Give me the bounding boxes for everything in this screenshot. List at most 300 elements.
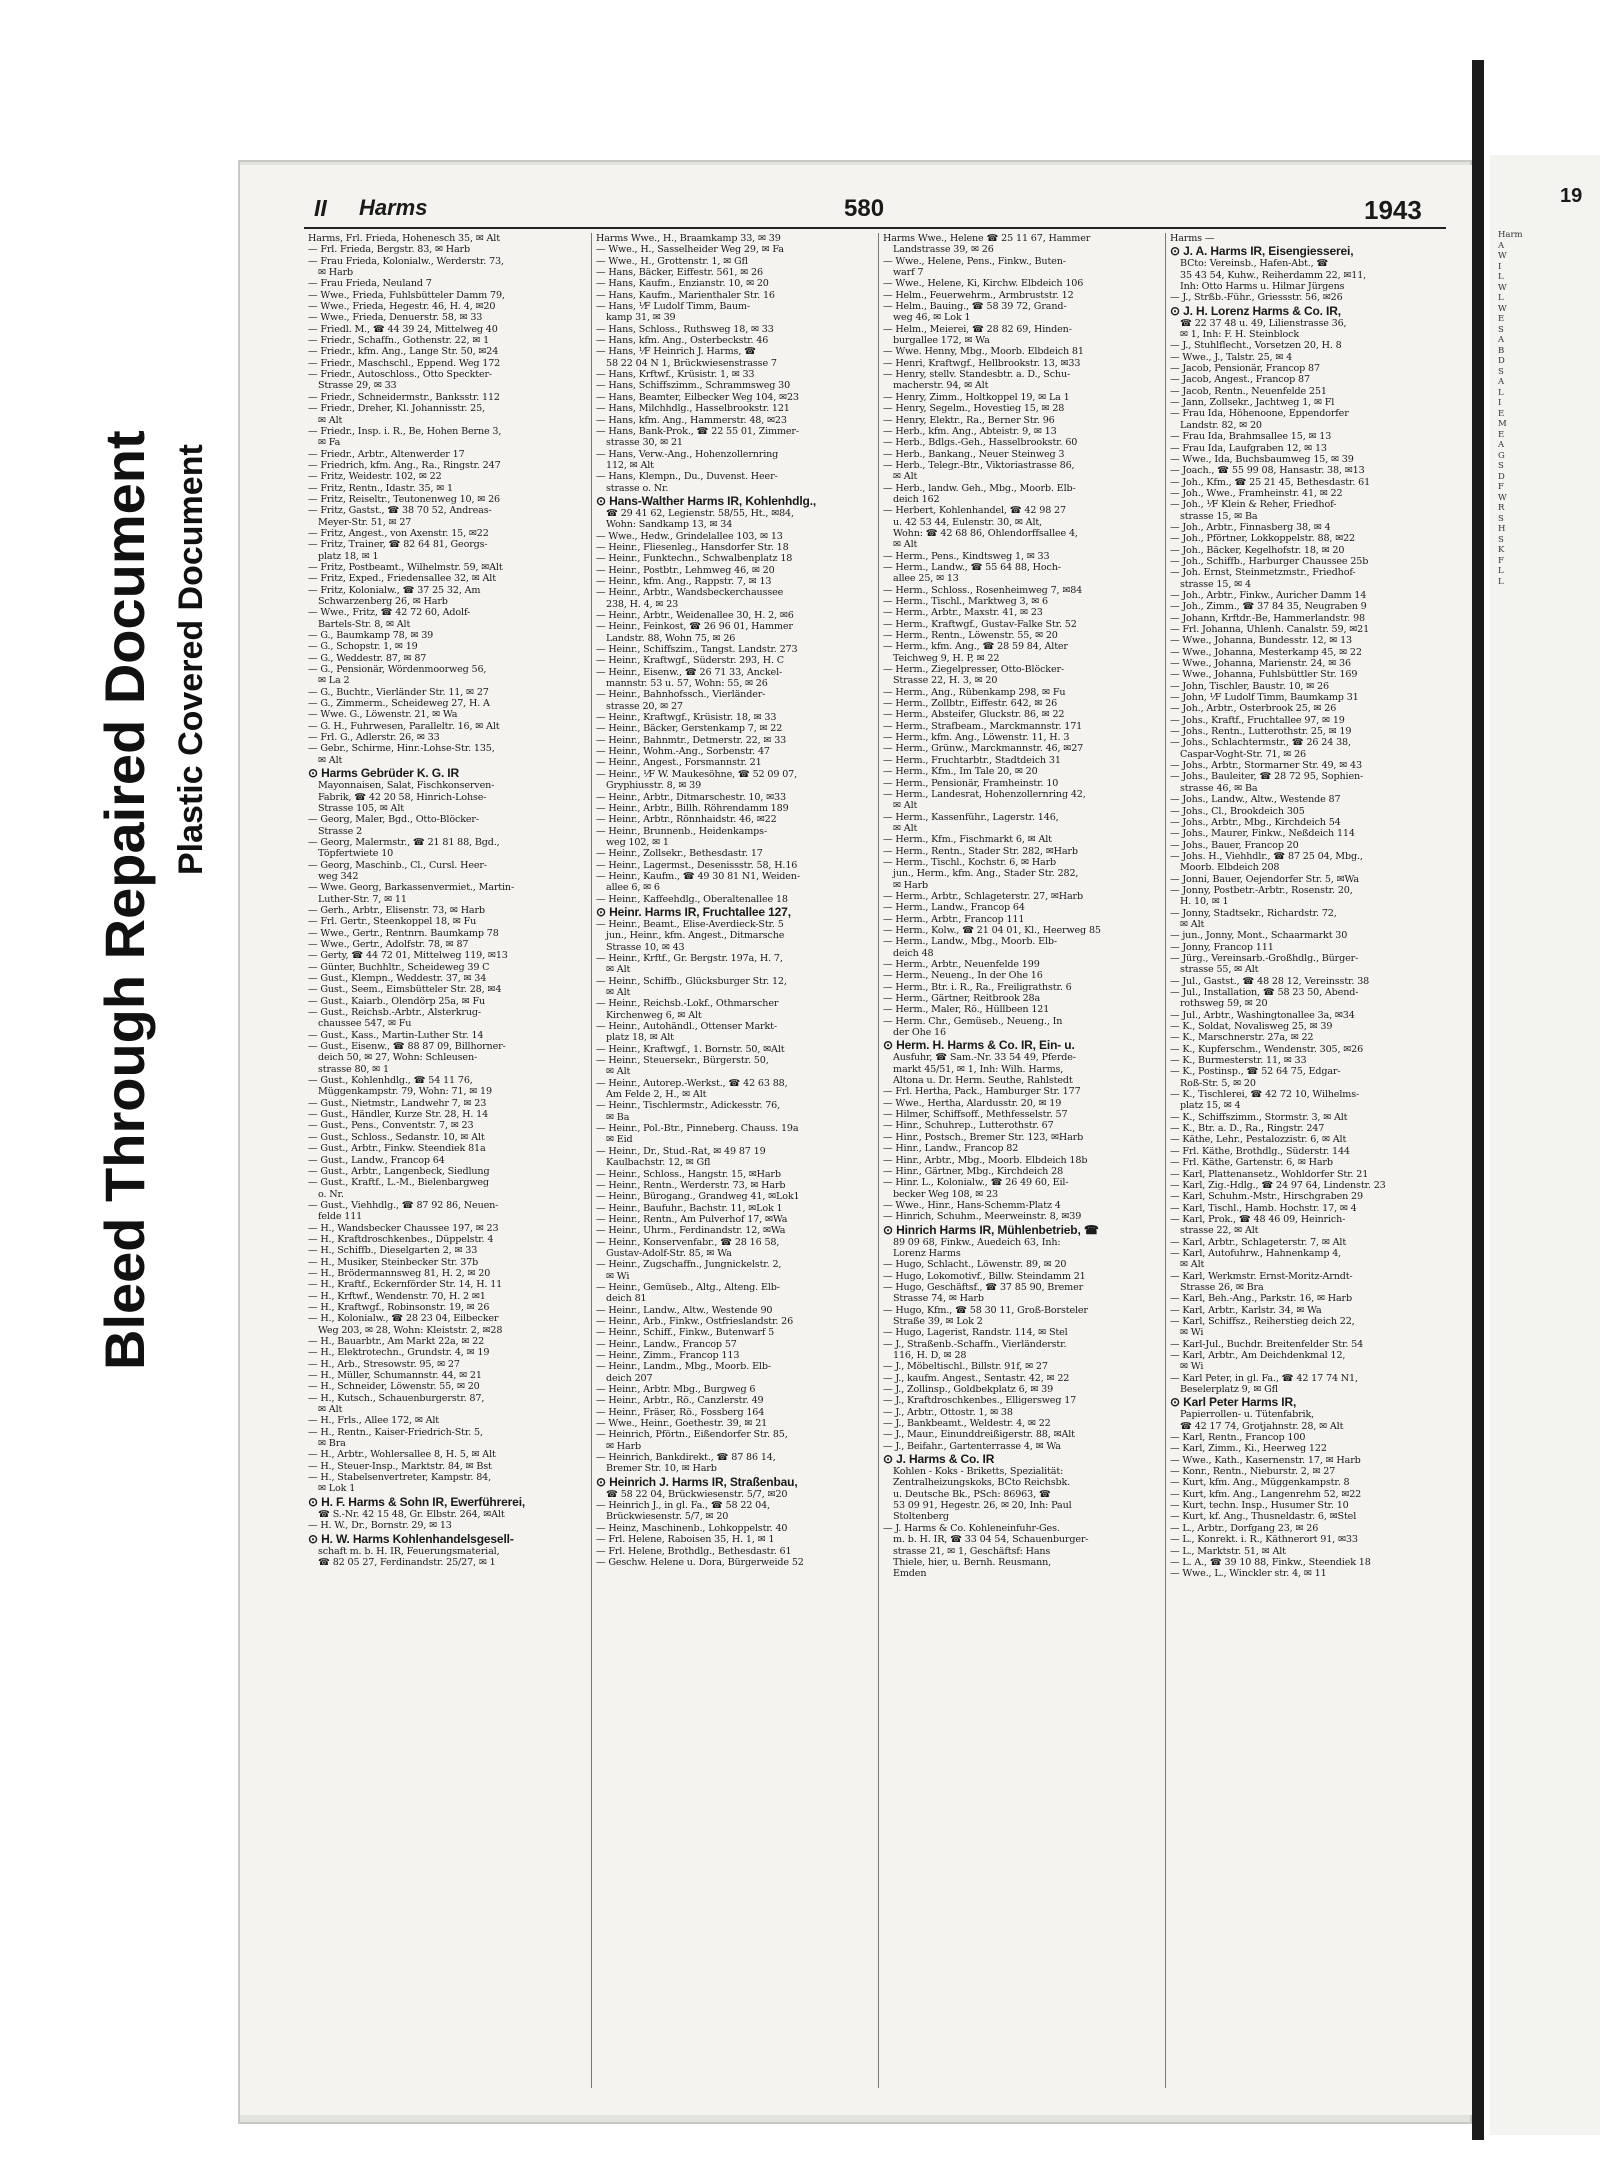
directory-entry-line: — Heinr., Schiffb., Glücksburger Str. 12, bbox=[596, 975, 787, 987]
directory-entry-line: — Herb., Telegr.-Btr., Viktoriastrasse 86, bbox=[883, 459, 1075, 471]
directory-entry-line: — Hans, Kaufm., Marienthaler Str. 16 bbox=[596, 289, 775, 301]
directory-entry-line: — Heinr., Kraftwgf., Krüsistr. 18, ✉ 33 bbox=[596, 712, 777, 724]
directory-entry-line: Landstrasse 39, ✉ 26 bbox=[893, 244, 994, 256]
next-page-stub-line: S bbox=[1498, 366, 1504, 377]
directory-entry-line: — Jonny, Stadtsekr., Richardstr. 72, bbox=[1170, 907, 1337, 919]
directory-entry-line: Strasse 10, ✉ 43 bbox=[606, 941, 685, 953]
directory-entry-line: — Geschw. Helene u. Dora, Bürgerweide 52 bbox=[596, 1556, 804, 1568]
directory-entry-line: — Johs., Bauleiter, ☎ 28 72 95, Sophien- bbox=[1170, 771, 1364, 783]
directory-entry-line: — Hinr., Arbtr., Mbg., Moorb. Elbdeich 18b bbox=[883, 1154, 1088, 1166]
directory-entry-line: — Karl, Tischl., Hamb. Hochstr. 17, ✉ 4 bbox=[1170, 1202, 1357, 1214]
next-page-stub-line: A bbox=[1498, 440, 1505, 450]
directory-entry-line: — Frau Frieda, Kolonialw., Werderstr. 73, bbox=[308, 255, 504, 267]
directory-entry-line: Harms Wwe., Helene ☎ 25 11 67, Hammer bbox=[883, 233, 1091, 244]
page-header bbox=[304, 195, 1446, 225]
directory-entry-line: — Hinr., Gärtner, Mbg., Kirchdeich 28 bbox=[883, 1165, 1064, 1177]
directory-entry-line: — J., Kraftdroschkenbes., Elligersweg 17 bbox=[883, 1395, 1077, 1407]
directory-entry-line: H. 10, ✉ 1 bbox=[1180, 896, 1229, 908]
column-1 bbox=[304, 233, 580, 2088]
directory-entry-line: — Herm., Arbtr., Francop 111 bbox=[883, 913, 1025, 925]
directory-entry-line: — K., Soldat, Novalisweg 25, ✉ 39 bbox=[1170, 1021, 1333, 1033]
directory-entry-line: — Heinr., Pol.-Btr., Pinneberg. Chauss. 19a bbox=[596, 1123, 799, 1135]
directory-entry-line: — Heinr., Fliesenleg., Hansdorfer Str. 18 bbox=[596, 541, 789, 553]
directory-entry-line: Zentralheizungskoks, BCto Reichsbk. bbox=[893, 1477, 1071, 1489]
directory-entry-line: — Heinr., Zollsekr., Bethesdastr. 17 bbox=[596, 848, 763, 860]
directory-entry-line: — Heinr., Beamt., Elise-Averdieck-Str. 5 bbox=[596, 918, 784, 930]
next-page-stub-line: L bbox=[1498, 272, 1504, 282]
directory-entry-line: — Gust., Landw., Francop 64 bbox=[308, 1154, 445, 1166]
directory-entry-line: deich 81 bbox=[606, 1293, 647, 1305]
directory-entry-line: — Herm., Kfm., Im Tale 20, ✉ 20 bbox=[883, 766, 1038, 778]
directory-entry-line: — Friedl. M., ☎ 44 39 24, Mittelweg 40 bbox=[308, 323, 498, 335]
directory-entry-line: strasse 15, ✉ 4 bbox=[1180, 578, 1251, 590]
directory-entry-line: warf 7 bbox=[893, 267, 924, 279]
directory-entry-line: — G. H., Fuhrwesen, Paralleltr. 16, ✉ Alt bbox=[308, 720, 500, 732]
directory-entry-line: — H., Wandsbecker Chaussee 197, ✉ 23 bbox=[308, 1222, 499, 1234]
directory-entry-line: — Karl, Arbtr., Schlageterstr. 7, ✉ Alt bbox=[1170, 1236, 1347, 1248]
directory-entry-line: ✉ Eid bbox=[606, 1134, 633, 1146]
directory-entry-line: — Herm., kfm. Ang., ☎ 28 59 84, Alter bbox=[883, 641, 1068, 653]
directory-entry-line: — Hans, Kaufm., Enzianstr. 10, ✉ 20 bbox=[596, 278, 769, 290]
directory-entry-line: Müggenkampstr. 79, Wohn: 71, ✉ 19 bbox=[318, 1086, 492, 1098]
directory-entry-line: — K., Marschnerstr. 27a, ✉ 22 bbox=[1170, 1032, 1314, 1044]
directory-entry-line: — K., Kupferschm., Wendenstr. 305, ✉26 bbox=[1170, 1043, 1364, 1055]
directory-entry-line: — H., Frls., Allee 172, ✉ Alt bbox=[308, 1415, 440, 1427]
directory-entry-line: ☎ 82 05 27, Ferdinandstr. 25/27, ✉ 1 bbox=[318, 1556, 496, 1568]
directory-entry-line: Landstr. 82, ✉ 20 bbox=[1180, 419, 1262, 431]
directory-entry-line: — Heinrich, Pförtn., Eißendorfer Str. 85, bbox=[596, 1429, 788, 1441]
directory-entry-line: — H. W., Dr., Bornstr. 29, ✉ 13 bbox=[308, 1520, 452, 1532]
next-page-stub-line: D bbox=[1498, 471, 1505, 482]
directory-entry-line: — Heinr., Bahnhofssch., Vierländer- bbox=[596, 689, 766, 701]
directory-entry-line: — G., Pensionär, Wördenmoorweg 56, bbox=[308, 664, 487, 676]
directory-entry-line: — Herm., Landw., Francop 64 bbox=[883, 902, 1025, 914]
directory-entry-line: — H., Steuer-Insp., Marktstr. 84, ✉ Bst bbox=[308, 1460, 492, 1472]
directory-entry-line: — Johs., Maurer, Finkw., Neßdeich 114 bbox=[1170, 828, 1355, 840]
directory-entry-line: — Heinr., Schloss., Hangstr. 15, ✉Harb bbox=[596, 1168, 781, 1180]
directory-entry-line: — Fritz, Gastst., ☎ 38 70 52, Andreas- bbox=[308, 505, 492, 517]
directory-entry-line: — Georg, Maler, Bgd., Otto-Blöcker- bbox=[308, 814, 479, 826]
next-page-stub-line: S bbox=[1498, 324, 1504, 335]
directory-entry-line: — Wwe., H., Grottenstr. 1, ✉ Gfl bbox=[596, 255, 748, 267]
directory-entry-line: strasse o. Nr. bbox=[606, 482, 669, 494]
directory-entry-line: — Joh., Arbtr., Osterbrook 25, ✉ 26 bbox=[1170, 703, 1337, 715]
directory-entry-line: — Gust., Kass., Martin-Luther Str. 14 bbox=[308, 1029, 484, 1041]
directory-entry-line: — Herbert, Kohlenhandel, ☎ 42 98 27 bbox=[883, 505, 1066, 517]
directory-entry-line: — J., Bankbeamt., Weldestr. 4, ✉ 22 bbox=[883, 1418, 1051, 1430]
directory-entry-line: — H., Musiker, Steinbecker Str. 37b bbox=[308, 1256, 479, 1268]
directory-entry-line: — Hinr., Landw., Francop 82 bbox=[883, 1143, 1019, 1155]
directory-entry-line: — Heinr., Uhrm., Ferdinandstr. 12, ✉Wa bbox=[596, 1225, 786, 1237]
directory-entry-line: — Joh., Arbtr., Finnasberg 38, ✉ 4 bbox=[1170, 521, 1331, 533]
directory-entry-line: 112, ✉ Alt bbox=[606, 459, 654, 471]
directory-entry-line: — Frau Frieda, Neuland 7 bbox=[308, 278, 432, 290]
directory-entry-line: deich 48 bbox=[893, 947, 934, 959]
directory-entry-line: 53 09 91, Hegestr. 26, ✉ 20, Inh: Paul bbox=[893, 1500, 1072, 1512]
directory-entry-line: — K., Schiffszimm., Stormstr. 3, ✉ Alt bbox=[1170, 1111, 1348, 1123]
directory-entry-line: — Herm., Zollbtr., Eiffestr. 642, ✉ 26 bbox=[883, 698, 1058, 710]
directory-entry-line: — Heinr., Angest., Forsmannstr. 21 bbox=[596, 757, 762, 769]
next-page-stub-line: F bbox=[1498, 482, 1504, 492]
directory-entry-line: — Joh., Kfm., ☎ 25 21 45, Bethesdastr. 61 bbox=[1170, 476, 1371, 488]
directory-entry-line: — Johs., Arbtr., Mbg., Kirchdeich 54 bbox=[1170, 816, 1341, 828]
directory-entry-line: — Wwe. Georg, Barkassenvermiet., Martin- bbox=[308, 882, 515, 894]
directory-entry-line: platz 18, ✉ Alt bbox=[606, 1032, 674, 1044]
directory-entry-line: — Gust., Eisenw., ☎ 88 87 09, Billhorner- bbox=[308, 1041, 506, 1053]
directory-entry-line: — J., Stuhlflecht., Vorsetzen 20, H. 8 bbox=[1170, 340, 1342, 352]
directory-entry-line: — Heinr., Brunnenb., Heidenkamps- bbox=[596, 825, 768, 837]
directory-entry-line: — J., Beifahr., Gartenterrasse 4, ✉ Wa bbox=[883, 1440, 1061, 1452]
directory-entry-line: — Johann, Krftdr.-Be, Hammerlandstr. 98 bbox=[1170, 612, 1365, 624]
directory-entry-line: — H., Kutsch., Schauenburgerstr. 87, bbox=[308, 1392, 485, 1404]
directory-entry-line: kamp 31, ✉ 39 bbox=[606, 312, 676, 324]
directory-entry-line: — Hans, Schiffszimm., Schrammsweg 30 bbox=[596, 380, 791, 392]
directory-entry-line: — Friedr., Arbtr., Altenwerder 17 bbox=[308, 448, 465, 460]
directory-entry-line: — Jacob, Rentn., Neuenfelde 251 bbox=[1170, 385, 1327, 397]
directory-entry-line: — H., Stabelsenvertreter, Kampstr. 84, bbox=[308, 1472, 492, 1484]
directory-entry-line: — Heinr., Lagermst., Desenissstr. 58, H.16 bbox=[596, 859, 798, 871]
directory-entry-line: — G., Weddestr. 87, ✉ 87 bbox=[308, 652, 427, 664]
directory-entry-line: — Heinr., Baufuhr., Bachstr. 11, ✉Lok 1 bbox=[596, 1202, 783, 1214]
directory-entry-line: Strasse 26, ✉ Bra bbox=[1180, 1281, 1264, 1293]
directory-entry-line: — K., Postinsp., ☎ 52 64 75, Edgar- bbox=[1170, 1066, 1341, 1078]
overlay-label-plastic-covered: Plastic Covered Document bbox=[172, 444, 210, 875]
directory-entry-line: ✉ Alt bbox=[1180, 918, 1205, 930]
directory-entry-line: strasse 21, ✉ 1, Geschäftsf: Hans bbox=[893, 1545, 1051, 1557]
directory-entry-line: — Herm., Rentn., Löwenstr. 55, ✉ 20 bbox=[883, 630, 1058, 642]
directory-entry-line: — H., Kraftdroschkenbes., Düppelstr. 4 bbox=[308, 1233, 494, 1245]
directory-entry-line: — Friedr., Maschschl., Eppend. Weg 172 bbox=[308, 357, 501, 369]
directory-entry-line: — Frl. Frieda, Bergstr. 83, ✉ Harb bbox=[308, 244, 470, 256]
directory-entry-line: — Karl, Plattenansetz., Wohldorfer Str. 21 bbox=[1170, 1168, 1369, 1180]
directory-entry-line: Harms Wwe., H., Braamkamp 33, ✉ 39 bbox=[596, 233, 781, 244]
directory-entry-line: — Herm., Ziegelpresser, Otto-Blöcker- bbox=[883, 664, 1065, 676]
header-rule bbox=[304, 227, 1446, 229]
directory-entry-line: Moorb. Elbdeich 208 bbox=[1180, 862, 1280, 874]
directory-entry-line: — J., Strßb.-Führ., Griessstr. 56, ✉26 bbox=[1170, 292, 1343, 304]
directory-entry-line: — Hans, Milchhdlg., Hasselbrookstr. 121 bbox=[596, 403, 790, 415]
directory-entry-line: Thiele, hier, u. Bernh. Reusmann, bbox=[893, 1556, 1052, 1568]
directory-entry-line: — Hugo, Lokomotivf., Billw. Steindamm 21 bbox=[883, 1270, 1086, 1282]
section-number: II bbox=[314, 195, 327, 221]
directory-entry-line: — jun., Jonny, Mont., Schaarmarkt 30 bbox=[1170, 930, 1348, 942]
directory-entry-line: — Heinr., Arbtr., Wandsbeckerchaussee bbox=[596, 587, 784, 599]
directory-entry-line: ☎ 58 22 04, Brückwiesenstr. 5/7, ✉20 bbox=[606, 1488, 788, 1500]
directory-entry-line: — Heinr., Schiffszim., Tangst. Landstr. 273 bbox=[596, 644, 798, 656]
directory-entry-line: schaft m. b. H. IR, Feuerungsmaterial, bbox=[318, 1545, 500, 1557]
directory-entry-line: Kohlen - Koks - Briketts, Spezialität: bbox=[893, 1466, 1064, 1478]
directory-entry-line: — Heinr., Arbtr., Rönnhaidstr. 46, ✉22 bbox=[596, 814, 777, 826]
directory-entry-line: — Joh., Schiffb., Harburger Chaussee 25b bbox=[1170, 555, 1369, 567]
directory-entry-line: weg 102, ✉ 1 bbox=[606, 836, 669, 848]
directory-entry-line: — Karl, Rentn., Francop 100 bbox=[1170, 1432, 1306, 1444]
directory-entry-line: — Heinr., kfm. Ang., Rappstr. 7, ✉ 13 bbox=[596, 575, 772, 587]
directory-entry-line: — Herm., Pens., Kindtsweg 1, ✉ 33 bbox=[883, 550, 1050, 562]
directory-entry-line: — K., Burmesterstr. 11, ✉ 33 bbox=[1170, 1055, 1307, 1067]
directory-entry-line: — G., Buchtr., Vierländer Str. 11, ✉ 27 bbox=[308, 686, 489, 698]
directory-entry-line: — Kurt, kf. Ang., Thusneldastr. 6, ✉Stel bbox=[1170, 1511, 1357, 1523]
directory-entry-line: 116, H. D, ✉ 28 bbox=[893, 1350, 967, 1361]
directory-entry-line: Fabrik, ☎ 42 20 58, Hinrich-Lohse- bbox=[318, 791, 487, 803]
directory-entry-line: — Heinz, Maschinenb., Lohkoppelstr. 40 bbox=[596, 1522, 788, 1534]
directory-entry-line: — Heinr., Arb., Finkw., Ostfrieslandstr. 26 bbox=[596, 1315, 794, 1327]
directory-entry-line: ⊙ Harms Gebrüder K. G. IR bbox=[308, 766, 460, 781]
directory-entry-line: — Henry, stellv. Standesbtr. a. D., Schu- bbox=[883, 369, 1071, 381]
directory-entry-line: — Hans, Verw.-Ang., Hohenzollernring bbox=[596, 448, 779, 460]
directory-entry-line: — Heinr., ⅟F W. Maukesöhne, ☎ 52 09 07, bbox=[596, 768, 798, 780]
directory-entry-line: ✉ Alt bbox=[606, 964, 631, 976]
directory-entry-line: — Gust., Nietmstr., Landwehr 7, ✉ 23 bbox=[308, 1097, 487, 1109]
directory-entry-line: — Hugo, Kfm., ☎ 58 30 11, Groß-Borsteler bbox=[883, 1304, 1088, 1316]
directory-entry-line: — Heinr., Kraftwgf., 1. Bornstr. 50, ✉Alt bbox=[596, 1043, 785, 1055]
directory-entry-line: — Hinr., Schuhrep., Lutterothstr. 67 bbox=[883, 1120, 1054, 1132]
directory-entry-line: Schwarzenberg 26, ✉ Harb bbox=[318, 596, 448, 607]
directory-entry-line: — Karl, Schiffsz., Reiherstieg deich 22, bbox=[1170, 1315, 1355, 1327]
directory-entry-line: — Johs., Landw., Altw., Westende 87 bbox=[1170, 794, 1341, 806]
directory-entry-line: ✉ Alt bbox=[318, 1404, 343, 1416]
directory-entry-line: — Heinr., Krftf., Gr. Bergstr. 197a, H. 7, bbox=[596, 952, 783, 964]
directory-entry-line: — Johs., Arbtr., Stormarner Str. 49, ✉ 43 bbox=[1170, 760, 1362, 772]
directory-entry-line: — Heinr., Feinkost, ☎ 26 96 01, Hammer bbox=[596, 621, 793, 633]
directory-entry-line: — Johs., Kraftf., Fruchtallee 97, ✉ 19 bbox=[1170, 714, 1345, 726]
directory-entry-line: — Heinr., Kaufm., ☎ 49 30 81 N1, Weiden- bbox=[596, 870, 800, 882]
directory-entry-line: Landstr. 88, Wohn 75, ✉ 26 bbox=[606, 632, 736, 644]
directory-entry-line: 238, H. 4, ✉ 23 bbox=[606, 598, 679, 610]
directory-entry-line: ✉ Harb bbox=[318, 267, 354, 279]
directory-entry-line: — Herm., Schloss., Rosenheimweg 7, ✉84 bbox=[883, 584, 1083, 596]
directory-entry-line: — H., Brödermannsweg 81, H. 2, ✉ 20 bbox=[308, 1267, 491, 1279]
directory-entry-line: strasse 30, ✉ 21 bbox=[606, 437, 683, 449]
directory-entry-line: Emden bbox=[893, 1568, 927, 1580]
directory-entry-line: — Gerh., Arbtr., Elisenstr. 73, ✉ Harb bbox=[308, 904, 485, 916]
directory-entry-line: — Heinr., Landw., Altw., Westende 90 bbox=[596, 1304, 773, 1316]
directory-entry-line: — Herm., Btr. i. R., Ra., Freiligrathstr. 6 bbox=[883, 981, 1072, 993]
directory-entry-line: — Herm., Pensionär, Framheinstr. 10 bbox=[883, 777, 1059, 789]
directory-entry-line: — Wwe., Ida, Buchsbaumweg 15, ✉ 39 bbox=[1170, 453, 1354, 465]
directory-entry-line: strasse 46, ✉ Ba bbox=[1180, 782, 1258, 794]
directory-entry-line: — Johs., Rentn., Lutterothstr. 25, ✉ 19 bbox=[1170, 726, 1352, 738]
directory-entry-line: — Joh., Bäcker, Kegelhofstr. 18, ✉ 20 bbox=[1170, 544, 1345, 556]
directory-entry-line: — Gust., Viehhdlg., ☎ 87 92 86, Neuen- bbox=[308, 1199, 499, 1211]
directory-entry-line: — Joh., Wwe., Framheinstr. 41, ✉ 22 bbox=[1170, 487, 1343, 499]
directory-entry-line: Wohn: Sandkamp 13, ✉ 34 bbox=[606, 519, 733, 531]
directory-entry-line: — Heinr., Autorep.-Werkst., ☎ 42 63 88, bbox=[596, 1077, 788, 1089]
next-page-stub-line: L bbox=[1498, 293, 1504, 303]
directory-entry-line: weg 342 bbox=[318, 870, 359, 882]
directory-entry-line: — Karl, Schuhm.-Mstr., Hirschgraben 29 bbox=[1170, 1191, 1363, 1203]
directory-entry-line: — Gust., Kaiarb., Olendörp 25a, ✉ Fu bbox=[308, 995, 485, 1007]
directory-entry-line: Altona u. Dr. Herm. Seuthe, Rahlstedt bbox=[893, 1075, 1073, 1087]
next-page-stub-line: B bbox=[1498, 345, 1505, 356]
directory-entry-line: — Heinr., Bäcker, Gerstenkamp 7, ✉ 22 bbox=[596, 723, 783, 735]
directory-entry-line: — H., Elektrotechn., Grundstr. 4, ✉ 19 bbox=[308, 1347, 490, 1359]
directory-entry-line: — Fritz, Postbeamt., Wilhelmstr. 59, ✉Alt bbox=[308, 561, 503, 573]
directory-entry-line: — Käthe, Lehr., Pestalozzistr. 6, ✉ Alt bbox=[1170, 1134, 1347, 1146]
directory-entry-line: — Johs., Schlachtermstr., ☎ 26 24 38, bbox=[1170, 737, 1351, 749]
directory-entry-line: ✉ Wi bbox=[1180, 1327, 1204, 1339]
directory-entry-line: — Henry, Elektr., Ra., Berner Str. 96 bbox=[883, 414, 1055, 426]
directory-entry-line: Gustav-Adolf-Str. 85, ✉ Wa bbox=[606, 1247, 732, 1259]
next-page-stub-line: F bbox=[1498, 555, 1504, 566]
directory-entry-line: — Joh., ⅟F Klein & Reher, Friedhof- bbox=[1170, 499, 1337, 511]
directory-entry-line: — Heinr., Arbtr., Weidenallee 30, H. 2, ✉6 bbox=[596, 610, 794, 621]
directory-entry-line: ⊙ Heinr. Harms IR, Fruchtallee 127, bbox=[596, 904, 791, 919]
directory-entry-line: — Heinr., Landw., Francop 57 bbox=[596, 1338, 737, 1350]
next-page-stub-line: W bbox=[1498, 282, 1507, 293]
directory-entry-line: — Herm., Landw., ☎ 55 64 88, Hoch- bbox=[883, 561, 1061, 573]
directory-entry-line: — Herm., Maler, Rö., Hüllbeen 121 bbox=[883, 1004, 1050, 1016]
directory-entry-line: — Karl, Autofuhrw., Hahnenkamp 4, bbox=[1170, 1247, 1342, 1259]
directory-entry-line: Inh: Otto Harms u. Hilmar Jürgens bbox=[1180, 281, 1345, 293]
directory-entry-line: Lorenz Harms bbox=[893, 1247, 961, 1259]
directory-entry-line: — Gust., Pens., Conventstr. 7, ✉ 23 bbox=[308, 1120, 474, 1132]
directory-entry-line: — Herm., Kassenführ., Lagerstr. 146, bbox=[883, 811, 1059, 823]
directory-entry-line: — Gebr., Schirme, Hinr.-Lohse-Str. 135, bbox=[308, 743, 495, 755]
directory-entry-line: — Heinr., Wohm.-Ang., Sorbenstr. 47 bbox=[596, 746, 770, 758]
directory-entry-line: der Ohe 16 bbox=[893, 1027, 946, 1039]
directory-entry-line: — H., Kolonialw., ☎ 28 23 04, Eilbecker bbox=[308, 1313, 499, 1325]
directory-entry-line: — Friedrich, kfm. Ang., Ra., Ringstr. 247 bbox=[308, 459, 501, 471]
directory-entry-line: — J., Möbeltischl., Billstr. 91f, ✉ 27 bbox=[883, 1361, 1048, 1373]
directory-entry-line: — Wwe., Frieda, Fuhlsbütteler Damm 79, bbox=[308, 289, 505, 301]
directory-entry-line: — Wwe., Hertha, Alardusstr. 20, ✉ 19 bbox=[883, 1097, 1062, 1109]
directory-entry-line: ⊙ J. A. Harms IR, Eisengiesserei, bbox=[1170, 244, 1354, 259]
directory-entry-line: ✉ Alt bbox=[318, 754, 343, 766]
directory-entry-line: — Wwe., Hinr., Hans-Schemm-Platz 4 bbox=[883, 1199, 1061, 1211]
directory-entry-line: ✉ Fa bbox=[318, 437, 341, 449]
directory-entry-line: — Johs., Cl., Brookdeich 305 bbox=[1170, 805, 1305, 817]
directory-entry-line: 35 43 54, Kuhw., Reiherdamm 22, ✉11, bbox=[1180, 269, 1367, 281]
directory-entry-line: ⊙ J. Harms & Co. IR bbox=[883, 1452, 995, 1467]
directory-entry-line: — L., Arbtr., Dorfgang 23, ✉ 26 bbox=[1170, 1522, 1319, 1534]
next-page-header: 19 bbox=[1560, 185, 1583, 207]
next-page-stub-line: L bbox=[1498, 387, 1504, 398]
directory-entry-line: — Heinr., Steuersekr., Bürgerstr. 50, bbox=[596, 1055, 769, 1067]
directory-entry-line: — Frau Ida, Brahmsallee 15, ✉ 13 bbox=[1170, 431, 1332, 443]
directory-entry-line: — Karl, Prok., ☎ 48 46 09, Heinrich- bbox=[1170, 1213, 1346, 1225]
directory-entry-line: — Heinr., Gemüseb., Altg., Alteng. Elb- bbox=[596, 1281, 780, 1293]
directory-entry-line: — Herm., Tischl., Kochstr. 6, ✉ Harb bbox=[883, 856, 1057, 868]
page-number: 580 bbox=[844, 195, 885, 222]
directory-entry-line: — G., Zimmerm., Scheideweg 27, H. A bbox=[308, 698, 490, 710]
directory-entry-line: — Joh., Pförtner, Lokkoppelstr. 88, ✉22 bbox=[1170, 533, 1355, 545]
directory-entry-line: ✉ Harb bbox=[893, 879, 929, 891]
directory-entry-line: — Karl, Zig.-Hdlg., ☎ 24 97 64, Lindenstr. 23 bbox=[1170, 1179, 1386, 1191]
directory-entry-line: — Hugo, Geschäftsf., ☎ 37 85 90, Bremer bbox=[883, 1281, 1084, 1293]
next-page-stub-line: I bbox=[1498, 398, 1502, 408]
directory-entry-line: — Heinr., Kraftwgf., Süderstr. 293, H. C bbox=[596, 655, 784, 667]
directory-entry-line: — L., Marktstr. 51, ✉ Alt bbox=[1170, 1545, 1286, 1557]
directory-entry-line: — Frl. Käthe, Brothdlg., Süderstr. 144 bbox=[1170, 1145, 1350, 1157]
directory-entry-line: — Kurt, kfm. Ang., Müggenkampstr. 8 bbox=[1170, 1477, 1350, 1489]
directory-entry-line: — Gust., Händler, Kurze Str. 28, H. 14 bbox=[308, 1109, 489, 1121]
directory-entry-line: Wohn: ☎ 42 68 86, Ohlendorffsallee 4, bbox=[893, 527, 1078, 539]
directory-entry-line: — Wwe., Johanna, Mesterkamp 45, ✉ 22 bbox=[1170, 646, 1362, 658]
directory-entry-line: — Hans, kfm. Ang., Hammerstr. 48, ✉23 bbox=[596, 414, 787, 426]
directory-entry-line: weg 46, ✉ Lok 1 bbox=[893, 312, 971, 324]
directory-entry-line: ✉ Alt bbox=[893, 800, 918, 812]
directory-entry-line: — Heinr., Bahnmtr., Detmerstr. 22, ✉ 33 bbox=[596, 734, 787, 746]
directory-entry-line: — Heinr., Arbtr., Rö., Canzlerstr. 49 bbox=[596, 1395, 764, 1407]
directory-entry-line: — Gust., Kraftf., L.-M., Bielenbargweg bbox=[308, 1177, 489, 1189]
directory-entry-line: — Wwe., Johanna, Fuhlsbüttler Str. 169 bbox=[1170, 669, 1358, 681]
directory-entry-line: ✉ Alt bbox=[318, 414, 343, 426]
directory-entry-line: — Wwe., Helene, Pens., Finkw., Buten- bbox=[883, 255, 1066, 267]
column-3 bbox=[878, 233, 1155, 2088]
directory-entry-line: — Jonni, Bauer, Oejendorfer Str. 5, ✉Wa bbox=[1170, 873, 1359, 885]
next-page-stub-line: G bbox=[1498, 450, 1505, 461]
directory-entry-line: — Henri, Kraftwgf., Hellbrookstr. 13, ✉33 bbox=[883, 357, 1081, 369]
directory-entry-line: — Fritz, Trainer, ☎ 82 64 81, Georgs- bbox=[308, 539, 488, 551]
directory-entry-line: — Frau Ida, Höhenoone, Eppendorfer bbox=[1170, 408, 1349, 420]
next-page-stub-line: W bbox=[1498, 492, 1507, 503]
next-page-stub-line: R bbox=[1498, 503, 1505, 513]
directory-entry-line: — Jul., Installation, ☎ 58 23 50, Abend- bbox=[1170, 987, 1359, 998]
directory-entry-line: — J., Arbtr., Ottostr. 1, ✉ 38 bbox=[883, 1406, 1013, 1418]
directory-entry-line: — H., Rentn., Kaiser-Friedrich-Str. 5, bbox=[308, 1426, 483, 1438]
directory-entry-line: ✉ Ba bbox=[606, 1111, 630, 1123]
directory-entry-line: — Johs. H., Viehhdlr., ☎ 87 25 04, Mbg., bbox=[1170, 850, 1363, 862]
directory-entry-line: — Heinr., Arbtr. Mbg., Burgweg 6 bbox=[596, 1384, 756, 1396]
next-page-stub-line: E bbox=[1498, 408, 1505, 419]
directory-entry-line: ☎ 22 37 48 u. 49, Lilienstrasse 36, bbox=[1180, 317, 1347, 329]
directory-entry-line: — Hans, Schloss., Ruthsweg 18, ✉ 33 bbox=[596, 323, 774, 335]
directory-entry-line: — Wwe., Fritz, ☎ 42 72 60, Adolf- bbox=[308, 607, 471, 619]
directory-entry-line: ☎ S.-Nr. 42 15 48, Gr. Elbstr. 264, ✉Alt bbox=[318, 1508, 505, 1520]
directory-entry-line: — Jonny, Postbetr.-Arbtr., Rosenstr. 20, bbox=[1170, 884, 1353, 896]
directory-entry-line: — Herm., Tischl., Marktweg 3, ✉ 6 bbox=[883, 596, 1049, 607]
directory-entry-line: — G., Baumkamp 78, ✉ 39 bbox=[308, 630, 434, 642]
directory-entry-line: — H., Kraftwgf., Robinsonstr. 19, ✉ 26 bbox=[308, 1301, 490, 1313]
directory-entry-line: Gryphiusstr. 8, ✉ 39 bbox=[606, 780, 702, 792]
next-page-stub-line: W bbox=[1498, 303, 1507, 314]
directory-entry-line: — Herb., Bdlgs.-Geh., Hasselbrookstr. 60 bbox=[883, 437, 1078, 449]
directory-entry-line: — Friedr., Insp. i. R., Be, Hohen Berne 3, bbox=[308, 425, 502, 437]
directory-entry-line: ⊙ J. H. Lorenz Harms & Co. IR, bbox=[1170, 303, 1341, 318]
directory-entry-line: burgallee 172, ✉ Wa bbox=[893, 335, 990, 347]
directory-entry-line: markt 45/51, ✉ 1, Inh: Wilh. Harms, bbox=[893, 1063, 1064, 1075]
directory-entry-line: u. 42 53 44, Eulenstr. 30, ✉ Alt, bbox=[893, 516, 1042, 528]
directory-entry-line: — Karl Peter, in gl. Fa., ☎ 42 17 74 N1, bbox=[1170, 1372, 1358, 1384]
directory-entry-line: — Konr., Rentn., Nieburstr. 2, ✉ 27 bbox=[1170, 1466, 1336, 1478]
directory-entry-line: — Gust., Schloss., Sedanstr. 10, ✉ Alt bbox=[308, 1131, 485, 1143]
directory-entry-line: — H., Arb., Stresowstr. 95, ✉ 27 bbox=[308, 1358, 460, 1370]
directory-entry-line: — Gust., Seem., Eimsbütteler Str. 28, ✉4 bbox=[308, 984, 502, 996]
directory-entry-line: ⊙ Karl Peter Harms IR, bbox=[1170, 1395, 1297, 1410]
directory-entry-line: Töpfertwiete 10 bbox=[318, 848, 394, 860]
directory-entry-line: — H., Müller, Schumannstr. 44, ✉ 21 bbox=[308, 1370, 482, 1382]
directory-entry-line: Luther-Str. 7, ✉ 11 bbox=[318, 893, 407, 905]
directory-entry-line: — Frl. Käthe, Gartenstr. 6, ✉ Harb bbox=[1170, 1157, 1333, 1169]
next-page-stub-line: S bbox=[1498, 461, 1504, 471]
directory-entry-line: Kaulbachstr. 12, ✉ Gfl bbox=[606, 1157, 711, 1169]
directory-entry-line: — Fritz, Reiseltr., Teutonenweg 10, ✉ 26 bbox=[308, 493, 500, 505]
directory-entry-line: — J., Maur., Einunddreißigerstr. 88, ✉Alt bbox=[883, 1429, 1075, 1441]
directory-entry-line: m. b. H. IR, ☎ 33 04 54, Schauenburger- bbox=[893, 1534, 1089, 1546]
directory-entry-line: strasse 80, ✉ 1 bbox=[318, 1063, 389, 1075]
directory-entry-line: — Herb., kfm. Ang., Abteistr. 9, ✉ 13 bbox=[883, 425, 1057, 437]
directory-entry-line: — Wwe., Frieda, Hegestr. 46, H. 4, ✉20 bbox=[308, 301, 496, 313]
directory-entry-line: — Kurt, techn. Insp., Husumer Str. 10 bbox=[1170, 1500, 1349, 1512]
directory-entry-line: u. Deutsche Bk., PSch: 86963, ☎ bbox=[893, 1488, 1051, 1500]
directory-entry-line: platz 18, ✉ 1 bbox=[318, 550, 379, 562]
directory-entry-line: — Herm., Kfm., Fischmarkt 6, ✉ Alt bbox=[883, 834, 1052, 846]
directory-entry-line: — L. A., ☎ 39 10 88, Finkw., Steendiek 18 bbox=[1170, 1556, 1371, 1568]
directory-entry-line: — Hugo, Schlacht., Löwenstr. 89, ✉ 20 bbox=[883, 1259, 1067, 1271]
next-page-stub-line: E bbox=[1498, 429, 1505, 440]
next-page-stub-line: K bbox=[1498, 545, 1505, 555]
directory-entry-line: — K., Tischlerei, ☎ 42 72 10, Wilhelms- bbox=[1170, 1089, 1360, 1101]
